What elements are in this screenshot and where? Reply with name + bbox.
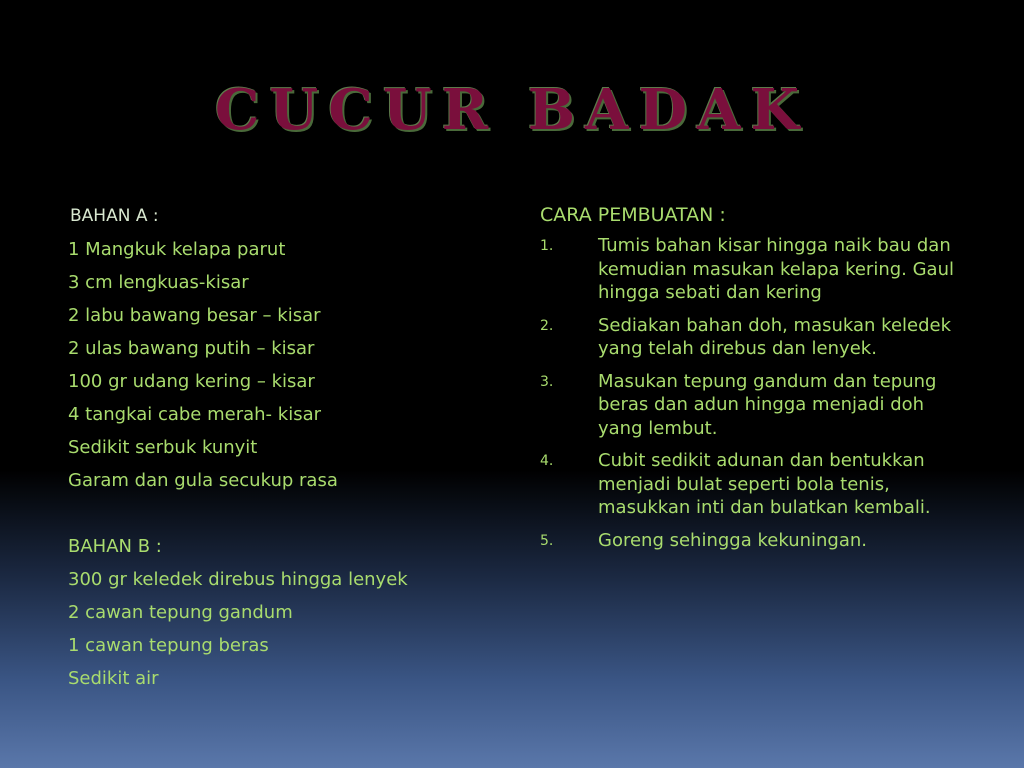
ingredient-item: Sedikit air xyxy=(68,668,159,689)
spacer xyxy=(68,497,508,530)
ingredient-item: 2 ulas bawang putih – kisar xyxy=(68,338,315,359)
ingredient-item: 1 cawan tepung beras xyxy=(68,635,269,656)
ingredient-item: 100 gr udang kering – kisar xyxy=(68,371,315,392)
ingredient-item: 4 tangkai cabe merah- kisar xyxy=(68,404,322,425)
bahan-a-heading: BAHAN A : xyxy=(70,206,159,226)
ingredient-item: 2 labu bawang besar – kisar xyxy=(68,305,321,326)
step-text: Masukan tepung gandum dan tepung beras dan adun hingga menjadi doh yang lembut. xyxy=(598,370,937,439)
method-step xyxy=(540,234,980,305)
step-text: Sediakan bahan doh, masukan keledek yang telah direbus dan lenyek. xyxy=(598,314,952,359)
method-heading: CARA PEMBUATAN : xyxy=(540,204,726,226)
ingredient-item: Garam dan gula secukup rasa xyxy=(68,470,338,491)
step-number: 3. xyxy=(540,373,554,390)
ingredient-item: 2 cawan tepung gandum xyxy=(68,602,293,623)
method-step xyxy=(540,370,980,441)
ingredient-item: 1 Mangkuk kelapa parut xyxy=(68,239,286,260)
step-text: Cubit sedikit adunan dan bentukkan menjadi bulat seperti bola tenis, masukkan inti dan bulatkan kembali. xyxy=(598,450,931,518)
ingredient-item: 3 cm lengkuas-kisar xyxy=(68,272,249,293)
method-steps-list xyxy=(540,234,980,553)
step-text: Goreng sehingga kekuningan. xyxy=(598,529,868,551)
step-text: Tumis bahan kisar hingga naik bau dan kemudian masukan kelapa kering. Gaul hingga sebati dan kering xyxy=(598,235,954,303)
method-step xyxy=(540,449,980,520)
step-number: 4. xyxy=(540,453,554,469)
method-column xyxy=(540,200,980,562)
ingredient-item: 300 gr keledek direbus hingga lenyek xyxy=(68,569,408,590)
method-step xyxy=(540,529,980,553)
step-number: 5. xyxy=(540,532,554,549)
step-number: 2. xyxy=(540,317,554,334)
method-step xyxy=(540,314,980,361)
step-number: 1. xyxy=(540,238,554,254)
ingredients-column xyxy=(68,200,508,695)
slide-title: CUCUR BADAK xyxy=(214,77,810,143)
ingredient-item: Sedikit serbuk kunyit xyxy=(68,437,258,458)
bahan-b-heading: BAHAN B : xyxy=(68,536,162,557)
